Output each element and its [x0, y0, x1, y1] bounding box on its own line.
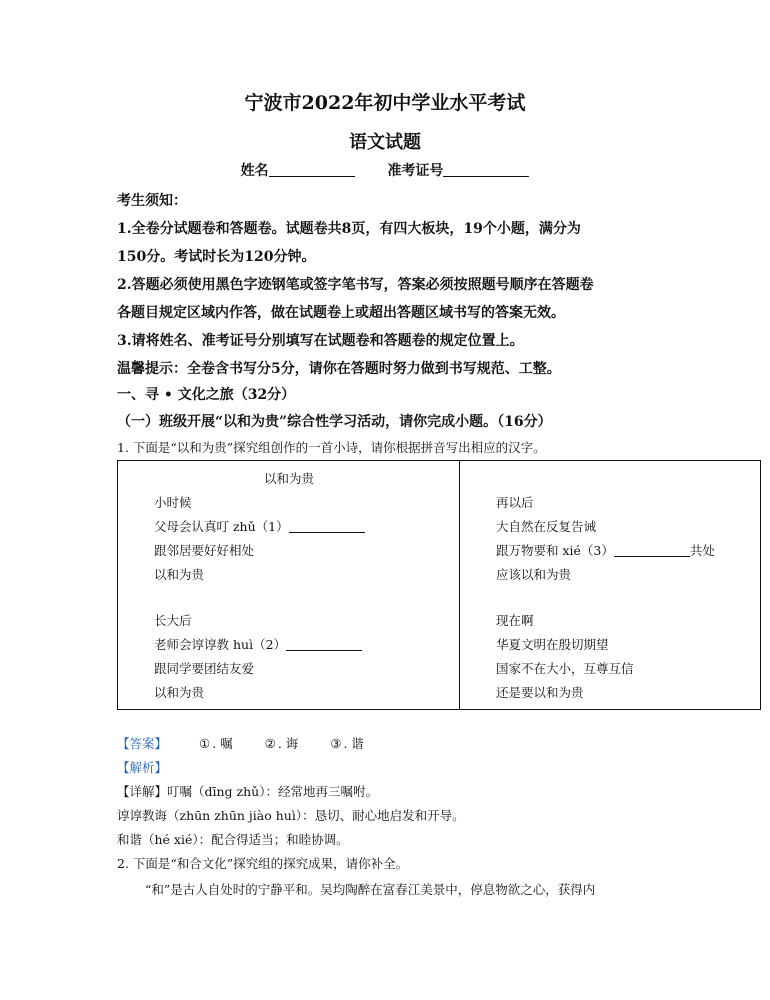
- poem-divider: [459, 461, 460, 709]
- poem-right-line-7: 国家不在大小，互尊互信: [496, 661, 634, 676]
- notice-item-3: 3.请将姓名、准考证号分别填写在试题卷和答题卷的规定位置上。: [117, 333, 524, 349]
- poem-right-line-3-text: 跟万物要和 xié（3）: [496, 543, 614, 558]
- notice-heading: 考生须知：: [117, 193, 187, 209]
- id-blank[interactable]: [443, 162, 529, 177]
- analysis-tag: 【解析】: [117, 760, 168, 775]
- poem-left-line-4: 以和为贵: [154, 567, 205, 582]
- poem-left-line-3: 跟邻居要好好相处: [154, 543, 255, 558]
- poem-right-line-8: 还是要以和为贵: [496, 685, 584, 700]
- question-2: 2. 下面是“和合文化”探究组的探究成果，请你补全。: [117, 856, 409, 871]
- name-label: 姓名: [240, 163, 269, 179]
- name-blank[interactable]: [269, 162, 355, 177]
- analysis-detail-3: 和谐（hé xié）：配合得适当；和睦协调。: [117, 832, 349, 847]
- exam-title: 宁波市2022年初中学业水平考试: [244, 92, 526, 114]
- poem-right-line-3-tail: 共处: [689, 543, 715, 558]
- poem-right-line-1: 再以后: [496, 495, 534, 510]
- notice-item-2-line-1: 2.答题必须使用黑色字迹钢笔或签字笔书写，答案必须按照题号顺序在答题卷: [117, 277, 594, 293]
- answer-2-number: ②: [264, 736, 276, 751]
- poem-left-line-8: 以和为贵: [154, 685, 205, 700]
- poem-left-line-7: 跟同学要团结友爱: [154, 661, 255, 676]
- poem-right-line-3: [496, 541, 715, 559]
- poem-right-line-4: 应该以和为贵: [496, 567, 572, 582]
- poem-right-line-2: 大自然在反复告诫: [496, 519, 597, 534]
- notice-tip: 温馨提示：全卷含书写分5分，请你在答题时努力做到书写规范、工整。: [117, 361, 561, 377]
- poem-left-line-6: [154, 635, 362, 653]
- answer-2: . 诲: [277, 736, 299, 751]
- notice-item-1-line-1: 1.全卷分试题卷和答题卷。试题卷共8页，有四大板块，19个小题，满分为: [117, 221, 581, 237]
- answer-blank-3[interactable]: [614, 544, 690, 557]
- question-2-paragraph: “和”是古人自处时的宁静平和。吴均陶醉在富春江美景中，停息物欲之心，获得内: [145, 882, 596, 897]
- answer-blank-2[interactable]: [286, 638, 362, 651]
- poem-left-line-2-text: 父母会认真叮 zhǔ（1）: [154, 519, 289, 534]
- poem-right-line-6: 华夏文明在殷切期望: [496, 637, 609, 652]
- poem-left-line-1: 小时候: [154, 495, 192, 510]
- answer-row: [117, 734, 364, 752]
- poem-left-line-5: 长大后: [154, 613, 192, 628]
- section-1-part-1: （一）班级开展“以和为贵”综合性学习活动，请你完成小题。（16分）: [117, 414, 552, 430]
- exam-subtitle: 语文试题: [349, 132, 421, 153]
- analysis-detail-2: 谆谆教诲（zhūn zhūn jiào huì）：恳切、耐心地启发和开导。: [117, 808, 465, 823]
- answer-3: . 谐: [343, 736, 364, 751]
- name-id-row: [0, 160, 770, 180]
- poem-box: [117, 460, 761, 710]
- id-label: 准考证号: [387, 163, 444, 179]
- answer-1-number: ①: [198, 736, 211, 751]
- answer-blank-1[interactable]: [289, 520, 365, 533]
- poem-left-line-6-text: 老师会谆谆教 huì（2）: [154, 637, 287, 652]
- analysis-detail-1: 【详解】叮嘱（dīng zhǔ）：经常地再三嘱咐。: [117, 784, 378, 799]
- answer-3-number: ③: [330, 736, 342, 751]
- poem-right-line-5: 现在啊: [496, 613, 534, 628]
- answer-tag: 【答案】: [117, 736, 168, 751]
- answer-1: . 嘱: [212, 736, 233, 751]
- section-1-heading: 一、寻 • 文化之旅（32分）: [117, 387, 296, 403]
- notice-item-1-line-2: 150分。考试时长为120分钟。: [117, 249, 316, 265]
- question-1: 1. 下面是“以和为贵”探究组创作的一首小诗，请你根据拼音写出相应的汉字。: [117, 440, 546, 455]
- poem-title: 以和为贵: [264, 471, 315, 486]
- notice-item-2-line-2: 各题目规定区域内作答，做在试题卷上或超出答题区域书写的答案无效。: [117, 305, 565, 321]
- poem-left-line-2: [154, 517, 365, 535]
